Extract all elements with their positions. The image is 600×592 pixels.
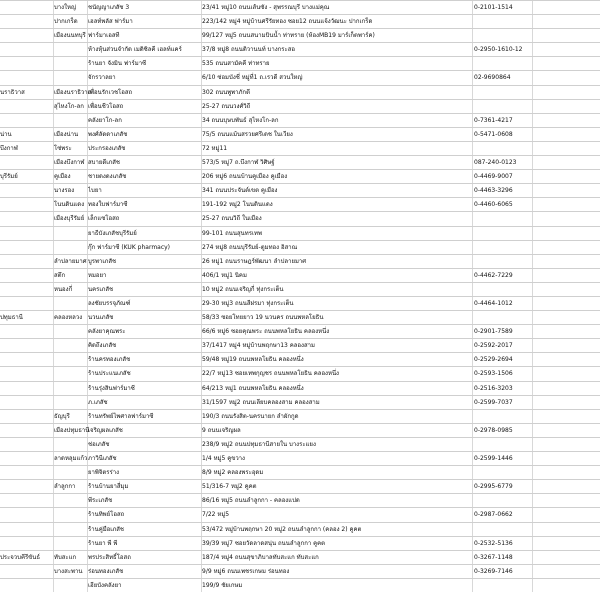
store-name-cell: ร้านครทองเภสัช — [88, 356, 131, 364]
table-row — [0, 28, 600, 42]
address-cell: 29-30 หมู่3 ถนนสีฝรมา ทุ่งกระเต็น — [202, 300, 294, 307]
phone-cell: 0-2592-2017 — [474, 342, 513, 350]
table-row — [0, 268, 600, 282]
store-name-cell: ประกรองเภสัช — [88, 144, 126, 152]
phone-cell: 0-2950-1610-12 — [474, 46, 523, 54]
address-cell: 66/6 หมู่6 ซอยคุณพระ ถนนพหลโยธิน คลองหนึ่ง — [202, 328, 330, 336]
address-cell: 75/5 ถนนแม้นสรวยศรีเดช ในเวียง — [202, 130, 293, 138]
address-cell: 573/5 หมู่7 ถ.บึงกาฬ วิศิษฐ์ — [202, 159, 275, 167]
store-name-cell: ร้านยา จังมิน ฟาร์มาซี — [88, 60, 147, 68]
store-name-cell: ร้านยา พี พี — [88, 539, 118, 547]
table-row — [0, 324, 600, 338]
address-cell: 51/316-7 หมู่2 คูคต — [202, 483, 257, 491]
store-name-cell: เล็กแซโอสถ — [88, 215, 120, 223]
store-name-cell: บูรพาเภสัช — [88, 257, 117, 265]
address-cell: 53/472 หมู่บ้านพฤกษา 20 หมู่2 ถนนลำลูกกา (คลอง 2) คูคต — [202, 525, 362, 533]
table-row — [0, 42, 600, 56]
store-name-cell: ร้านทิพย์โอสถ — [88, 511, 125, 519]
table-row — [0, 522, 600, 536]
phone-cell: 0-2995-6779 — [474, 483, 513, 491]
district-cell: สุไหงโก-ลก — [54, 102, 84, 110]
table-row — [0, 338, 600, 352]
district-cell: นางรอง — [54, 187, 75, 195]
address-cell: 58/33 ซอยโทยยาว 19 นวนคร ถนนพหลโยธิน — [202, 314, 324, 322]
table-row — [0, 550, 600, 564]
district-cell: บางใหญ่ — [54, 4, 77, 11]
district-cell: เมืองบุรีรัมย์ — [54, 215, 85, 223]
address-cell: 8/9 หมู่2 คลองพระอุดม — [202, 469, 264, 477]
phone-cell: 0-2516-3203 — [474, 384, 513, 392]
store-name-cell: ชายดงดงเภสัช — [88, 173, 127, 181]
address-cell: 31/1597 หมู่2 ถนนเลียบคลองสาม คลองสาม — [202, 398, 320, 406]
address-cell: 34 ถนนบุษบพันธ์ สุไหงโก-ลก — [202, 116, 279, 124]
address-cell: 25-27 ถนนวิถี ในเมือง — [202, 215, 262, 223]
address-cell: 64/213 หมู่1 ถนนพหลโยธิน คลองหนึ่ง — [202, 384, 304, 392]
address-cell: 199/9 ชัยเกษม — [202, 581, 243, 589]
store-name-cell: เฮียบังคลังยา — [88, 581, 122, 589]
address-cell: 191-192 หมู่2 โนนดินแดง — [202, 201, 273, 209]
table-row — [0, 127, 600, 141]
table-row — [0, 310, 600, 324]
address-cell: 10 หมู่2 ถนนเจริญกี่ ทุ่งกระเต็น — [202, 285, 284, 293]
address-cell: 406/1 หมู่1 นิคม — [202, 271, 247, 279]
district-cell: สตึก — [54, 271, 66, 279]
address-cell: 99-101 ถนนสุนทรเทพ — [202, 229, 262, 237]
address-cell: 9 ถนนเจริญผล — [202, 426, 241, 434]
table-row — [0, 578, 600, 592]
table-row — [0, 197, 600, 211]
table-row — [0, 113, 600, 127]
address-cell: 23/41 หมู่10 ถนนเส้นซัง - สุพรรณบุรี บางแม่คุณ — [202, 4, 330, 11]
district-cell: คูเมือง — [54, 173, 71, 181]
store-name-cell: เพื่อนรักเวชโอสถ — [88, 88, 133, 96]
phone-cell: 087-240-0123 — [474, 159, 517, 167]
store-name-cell: นวนเภสัช — [88, 314, 114, 322]
table-row — [0, 423, 600, 437]
store-name-cell: พีระเภสัช — [88, 497, 113, 505]
phone-cell: 0-2599-7037 — [474, 398, 513, 406]
table-row — [0, 70, 600, 84]
address-cell: 22/7 หมู่13 ซอยเทพกุญชร ถนนพหลโยธิน คลองหนึ่ง — [202, 370, 339, 378]
store-name-cell: พรประสิทธิ์โอสถ — [88, 553, 131, 561]
table-row — [0, 564, 600, 578]
address-cell: 206 หมู่6 ถนนบ้านคูเมือง คูเมือง — [202, 173, 288, 181]
table-row — [0, 409, 600, 423]
phone-cell: 0-2901-7589 — [474, 328, 513, 336]
phone-cell: 02-9690864 — [474, 74, 511, 82]
table-row — [0, 240, 600, 254]
table-row — [0, 366, 600, 380]
address-cell: 26 หมู่1 ถนนราษฎร์พัฒนา ลำปลายมาศ — [202, 257, 307, 265]
store-name-cell: พงศ์ลัดดาเภสัช — [88, 130, 128, 138]
province-cell: บึงกาฬ — [0, 144, 18, 152]
table-row — [0, 282, 600, 296]
table-row — [0, 381, 600, 395]
province-cell: ประจวบคีรีขันธ์ — [0, 553, 41, 561]
phone-cell: 0-2978-0985 — [474, 426, 513, 434]
phone-cell: 0-2593-1506 — [474, 370, 513, 378]
district-cell: เมืองนนทบุรี — [54, 32, 86, 40]
district-cell: ลาดหลุมแก้ว — [54, 455, 88, 463]
district-cell: หนองกี่ — [54, 285, 73, 293]
district-cell: เมืองปทุมธานี — [54, 426, 90, 434]
address-cell: 341 ถนนประจันต์เขต คูเมือง — [202, 187, 278, 195]
store-name-cell: ร้านบ้านยาสี่มุม — [88, 483, 129, 491]
table-row — [0, 169, 600, 183]
district-cell: โนนดินแดง — [54, 201, 85, 209]
phone-cell: 0-4462-7229 — [474, 271, 513, 279]
district-cell: ลำลูกกา — [54, 483, 76, 491]
store-name-cell: ร้านประแนเภสัช — [88, 370, 131, 378]
store-name-cell: ร้านคู่มือเภสัช — [88, 525, 125, 533]
phone-cell: 0-4469-9007 — [474, 173, 513, 181]
store-name-cell: กุ๊ก ฟาร์มาซี (KUK pharmacy) — [88, 243, 171, 251]
district-cell: ธัญบุรี — [54, 412, 70, 420]
address-cell: 1/4 หมู่5 คูขวาง — [202, 455, 245, 463]
address-cell: 37/1417 หมู่4 หมู่บ้านพฤกษา13 คลองสาม — [202, 342, 315, 350]
store-name-cell: ทองใบฟาร์มาซี — [88, 201, 128, 209]
table-row — [0, 155, 600, 169]
store-name-cell: สบายดีเภสัช — [88, 159, 120, 167]
phone-cell: 0-3267-1148 — [474, 553, 513, 561]
address-cell: 238/9 หมู่2 ถนนปทุมธานีสายใน บางระแยง — [202, 440, 316, 448]
address-cell: 274 หมู่8 ถนนบุรีรัมย์-ตูมทอง อิสาณ — [202, 243, 298, 251]
address-cell: 190/3 ถนนรังสิต-นครนายก ลำผักกูด — [202, 412, 299, 420]
store-name-cell: นครเภสัช — [88, 285, 114, 293]
store-name-cell: ร้านทรัพย์ไพศาลฟาร์มาซี — [88, 412, 154, 420]
store-name-cell: ชนัญญาเภสัช 3 — [88, 4, 130, 11]
store-name-cell: ห้างหุ้นส่วนจำกัด เมดิซิลคี เฮลท์แคร์ — [88, 46, 182, 54]
store-name-cell: คิดถึงเภสัช — [88, 342, 117, 350]
table-row — [0, 211, 600, 225]
store-name-cell: เจริญผลเภสัช — [88, 426, 123, 434]
address-cell: 302 ถนนพูพาภักดี — [202, 88, 250, 96]
store-name-cell: จักรวาลยา — [88, 74, 116, 82]
province-cell: ปทุมธานี — [0, 314, 23, 322]
store-name-cell: คลังยาโก-ลก — [88, 116, 122, 124]
phone-cell: 0-4460-6065 — [474, 201, 513, 209]
table-row — [0, 85, 600, 99]
table-row — [0, 226, 600, 240]
table-row — [0, 0, 600, 14]
table-row — [0, 451, 600, 465]
store-name-cell: ยาพิจิตรร่าง — [88, 469, 119, 477]
phone-cell: 0-7361-4217 — [474, 116, 513, 124]
district-cell: เมืองบึงกาฬ — [54, 159, 85, 167]
table-row — [0, 352, 600, 366]
store-name-cell: เฮลท์พลัส ฟาร์มา — [88, 18, 133, 26]
table-row — [0, 14, 600, 28]
address-cell: 37/8 หมู่8 ถนนติวานนท์ บางกระสอ — [202, 46, 296, 54]
district-cell: โซ่พระ — [54, 144, 72, 152]
store-name-cell: ยาธีบังเภสัชบุรีรัมย์ — [88, 229, 137, 237]
table-row — [0, 254, 600, 268]
district-cell: คลองหลวง — [54, 314, 83, 322]
table-row — [0, 479, 600, 493]
store-name-cell: ลงชัยบรรจุภัณฑ์ — [88, 300, 131, 307]
district-cell: ปากเกร็ด — [54, 18, 78, 26]
phone-cell: 0-5471-0608 — [474, 130, 513, 138]
table-row — [0, 141, 600, 155]
district-cell: เมืองนราธิวาส — [54, 88, 92, 96]
store-name-cell: ไบยา — [88, 187, 102, 195]
address-cell: 187/4 หมู่4 ถนนสุขาภิบาลทับสะแก ทับสะแก — [202, 553, 319, 561]
store-name-cell: ภ.เภสัช — [88, 398, 108, 406]
store-name-cell: ช่อเภสัช — [88, 440, 110, 448]
phone-cell: 0-3269-7146 — [474, 567, 513, 575]
table-row — [0, 493, 600, 507]
address-cell: 99/127 หมู่5 ถนนสนามบินน้ำ ท่าทราย (ห้องMB19 มาร์เก็ตพาร์ค) — [202, 32, 375, 40]
address-cell: 223/142 หมู่4 หมู่บ้านศรีรัยทอง ซอย12 ถนนแจ้งวัฒนะ ปากเกร็ด — [202, 18, 373, 26]
store-name-cell: หมอยา — [88, 271, 107, 279]
phone-cell: 0-2532-5136 — [474, 539, 513, 547]
district-cell: ทับสะแก — [54, 553, 77, 561]
address-cell: 535 ถนนสามัคคี ท่าทราย — [202, 60, 270, 68]
address-cell: 25-27 ถนนวงศ์วิถี — [202, 102, 251, 110]
store-name-cell: ร้านรุ่งสินฟาร์มาซี — [88, 384, 135, 392]
table-row — [0, 183, 600, 197]
address-cell: 7/22 หมู่5 — [202, 511, 230, 519]
address-cell: 59/48 หมู่19 ถนนพหลโยธิน คลองหนึ่ง — [202, 356, 304, 364]
province-cell: นราธิวาส — [0, 88, 25, 96]
district-cell: ลำปลายมาศ — [54, 257, 87, 265]
phone-cell: 0-4464-1012 — [474, 300, 513, 307]
district-cell: บางสะพาน — [54, 567, 83, 575]
store-name-cell: คลังยาคุณพระ — [88, 328, 126, 336]
store-name-cell: ฟาร์มาเอสที — [88, 32, 120, 40]
phone-cell: 0-2529-2694 — [474, 356, 513, 364]
phone-cell: 0-2599-1446 — [474, 455, 513, 463]
table-row — [0, 56, 600, 70]
phone-cell: 0-2987-0662 — [474, 511, 513, 519]
address-cell: 86/16 หมู่5 ถนนลำลูกกา - คลองแปด — [202, 497, 300, 505]
table-row — [0, 507, 600, 521]
phone-cell: 0-4463-3296 — [474, 187, 513, 195]
table-row — [0, 296, 600, 310]
province-cell: บุรีรัมย์ — [0, 173, 18, 181]
table-row — [0, 99, 600, 113]
store-name-cell: ภาวินีเภสัช — [88, 455, 117, 463]
district-cell: เมืองน่าน — [54, 130, 79, 138]
table-row — [0, 437, 600, 451]
phone-cell: 0-2101-1514 — [474, 4, 513, 11]
store-name-cell: ร่อนทองเภสัช — [88, 567, 124, 575]
address-cell: 72 หมู่11 — [202, 144, 228, 152]
table-row — [0, 465, 600, 479]
address-cell: 6/10 ซ่อมบังชี่ หมู่ที่1 ถ.เรวดี สวนใหญ่ — [202, 74, 303, 82]
table-row — [0, 536, 600, 550]
province-cell: น่าน — [0, 130, 12, 138]
store-name-cell: เพื่อนชีวโอสถ — [88, 102, 124, 110]
address-cell: 39/39 หมู่7 ซอยวัดลาดสนุ่น ถนนลำลูกกา คูคต — [202, 539, 326, 547]
table-row — [0, 395, 600, 409]
address-cell: 9/9 หมู่6 ถนนเพชรเกษม ร่อนทอง — [202, 567, 290, 575]
